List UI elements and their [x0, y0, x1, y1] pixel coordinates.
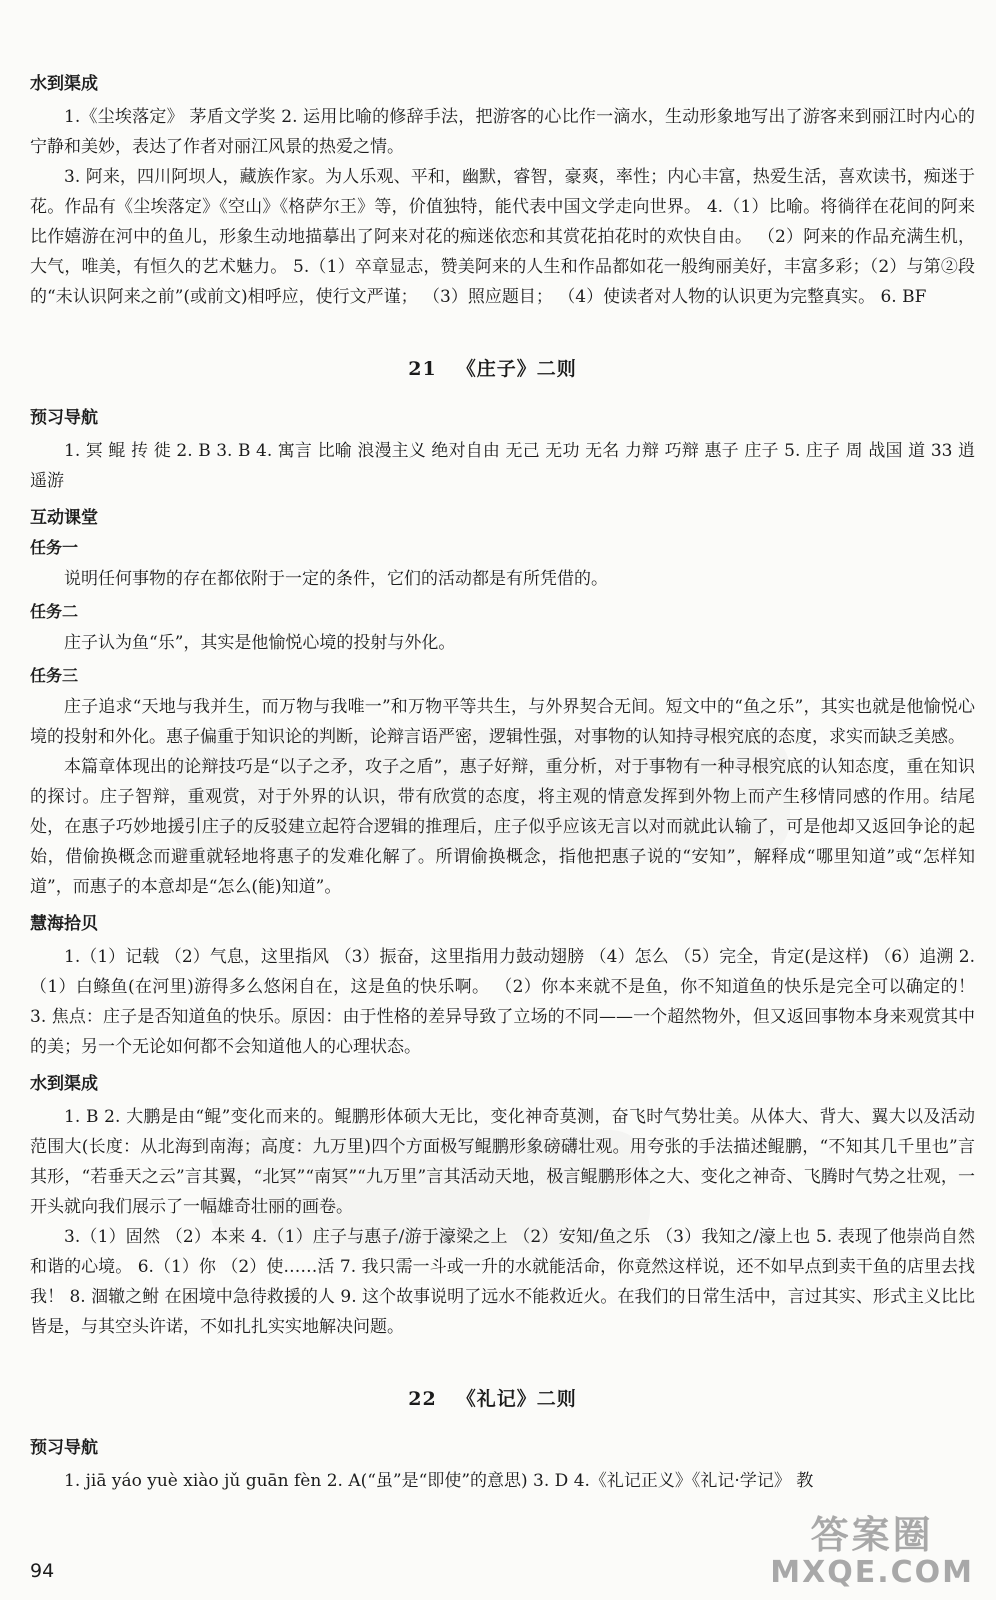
answer-paragraph: 1. 冥 鲲 抟 徙 2. B 3. B 4. 寓言 比喻 浪漫主义 绝对自由 无己 无功 无名 力辩 巧辩 惠子 庄子 5. 庄子 周 战国 道 33 逍遥游: [30, 441, 975, 491]
lesson-name: 《庄子》二则: [456, 358, 577, 380]
answer-paragraph: 庄子追求“天地与我并生，而万物与我唯一”和万物平等共生，与外界契合无间。短文中的“鱼之乐”，其实也就是他愉悦心境的投射和外化。惠子偏重于知识论的判断，论辩言语严密，逻辑性强，对事物的认知持寻根究底的态度，求实而缺乏美感。: [30, 697, 975, 747]
answer-paragraph: 庄子认为鱼“乐”，其实是他愉悦心境的投射与外化。: [64, 633, 456, 653]
answer-paragraph: 1.《尘埃落定》 茅盾文学奖 2. 运用比喻的修辞手法，把游客的心比作一滴水，生动形象地写出了游客来到丽江时内心的宁静和美妙，表达了作者对丽江风景的热爱之情。: [30, 107, 975, 157]
section-heading: 预习导航: [30, 408, 98, 428]
answer-paragraph: 本篇章体现出的论辩技巧是“以子之矛，攻子之盾”，惠子好辩，重分析，对于事物有一种寻根究底的认知态度，重在知识的探讨。庄子智辩，重观赏，对于外界的认识，带有欣赏的态度，将主观的情意发挥到外物上而产生移情同感的作用。结尾处，在惠子巧妙地援引庄子的反驳建立起符合逻辑的推理后，庄子似乎应该无言以对而就此认输了，可是他却又返回争论的起始，借偷换概念而避重就轻地将惠子的发难化解了。所谓偷换概念，指他把惠子说的“安知”，解释成“哪里知道”或“怎样知道”，而惠子的本意却是“怎么(能)知道”。: [30, 757, 975, 897]
task-heading: 任务一: [30, 538, 79, 557]
lesson-number: 22: [408, 1388, 437, 1410]
document-page: [30, 72, 975, 1496]
section-heading: 互动课堂: [30, 508, 98, 528]
lesson-name: 《礼记》二则: [456, 1388, 577, 1410]
answer-paragraph: 1.（1）记载 （2）气息，这里指风 （3）振奋，这里指用力鼓动翅膀 （4）怎么 （5）完全，肯定(是这样) （6）追溯 2.（1）白鲦鱼(在河里)游得多么悠闲自在，这是鱼的快乐啊。 （2）你本来就不是鱼，你不知道鱼的快乐是完全可以确定的！ 3. 焦点：庄子是否知道鱼的快乐。原因：由于性格的差异导致了立场的不同——一个超然物外，但又返回事物本身来观赏其中的美；另一个无论如何都不会知道他人的心理状态。: [30, 947, 975, 1057]
answer-paragraph: 3.（1）固然 （2）本来 4.（1）庄子与惠子/游于濠梁之上 （2）安知/鱼之乐 （3）我知之/濠上也 5. 表现了他崇尚自然和谐的心境。 6.（1）你 （2）使……活 7. 我只需一斗或一升的水就能活命，你竟然这样说，还不如早点到卖干鱼的店里去找我！ 8. 涸辙之鲋 在困境中急待救援的人 9. 这个故事说明了远水不能救近火。在我们的日常生活中，言过其实、形式主义比比皆是，与其空头许诺，不如扎扎实实地解决问题。: [30, 1227, 975, 1337]
section-heading: 预习导航: [30, 1438, 98, 1458]
lesson-title: [30, 1384, 975, 1414]
answer-paragraph: 1. jiā yáo yuè xiào jǔ guān fèn 2. A(“虽”是“即使”的意思) 3. D 4.《礼记正义》《礼记·学记》 教: [64, 1471, 814, 1491]
site-watermark-logo: [770, 1514, 974, 1590]
section-heading: 慧海拾贝: [30, 914, 98, 934]
watermark-url: MXQE.COM: [770, 1555, 974, 1590]
answer-paragraph: 1. B 2. 大鹏是由“鲲”变化而来的。鲲鹏形体硕大无比，变化神奇莫测，奋飞时气势壮美。从体大、背大、翼大以及活动范围大(长度：从北海到南海；高度：九万里)四个方面极写鲲鹏形象磅礴壮观。用夸张的手法描述鲲鹏，“不知其几千里也”言其形，“若垂天之云”言其翼，“北冥”“南冥”“九万里”言其活动天地，极言鲲鹏形体之大、变化之神奇、飞腾时气势之壮观，一开头就向我们展示了一幅雄奇壮丽的画卷。: [30, 1107, 975, 1217]
watermark-text: 答案圈: [810, 1513, 934, 1557]
answer-paragraph: 3. 阿来，四川阿坝人，藏族作家。为人乐观、平和，幽默，睿智，豪爽，率性；内心丰富，热爱生活，喜欢读书，痴迷于花。作品有《尘埃落定》《空山》《格萨尔王》等，价值独特，能代表中国文学走向世界。 4.（1）比喻。将徜徉在花间的阿来比作嬉游在河中的鱼儿，形象生动地描摹出了阿来对花的痴迷依恋和其赏花拍花时的欢快自由。 （2）阿来的作品充满生机，大气，唯美，有恒久的艺术魅力。 5.（1）卒章显志，赞美阿来的人生和作品都如花一般绚丽美好，丰富多彩；（2）与第②段的“未认识阿来之前”(或前文)相呼应，使行文严谨； （3）照应题目； （4）使读者对人物的认识更为完整真实。 6. BF: [30, 167, 975, 307]
lesson-title: [30, 354, 975, 384]
task-heading: 任务三: [30, 666, 79, 685]
page-number: 94: [30, 1560, 55, 1582]
answer-paragraph: 说明任何事物的存在都依附于一定的条件，它们的活动都是有所凭借的。: [64, 569, 608, 589]
section-heading: 水到渠成: [30, 74, 98, 94]
task-heading: 任务二: [30, 602, 79, 621]
lesson-number: 21: [408, 358, 437, 380]
section-heading: 水到渠成: [30, 1074, 98, 1094]
